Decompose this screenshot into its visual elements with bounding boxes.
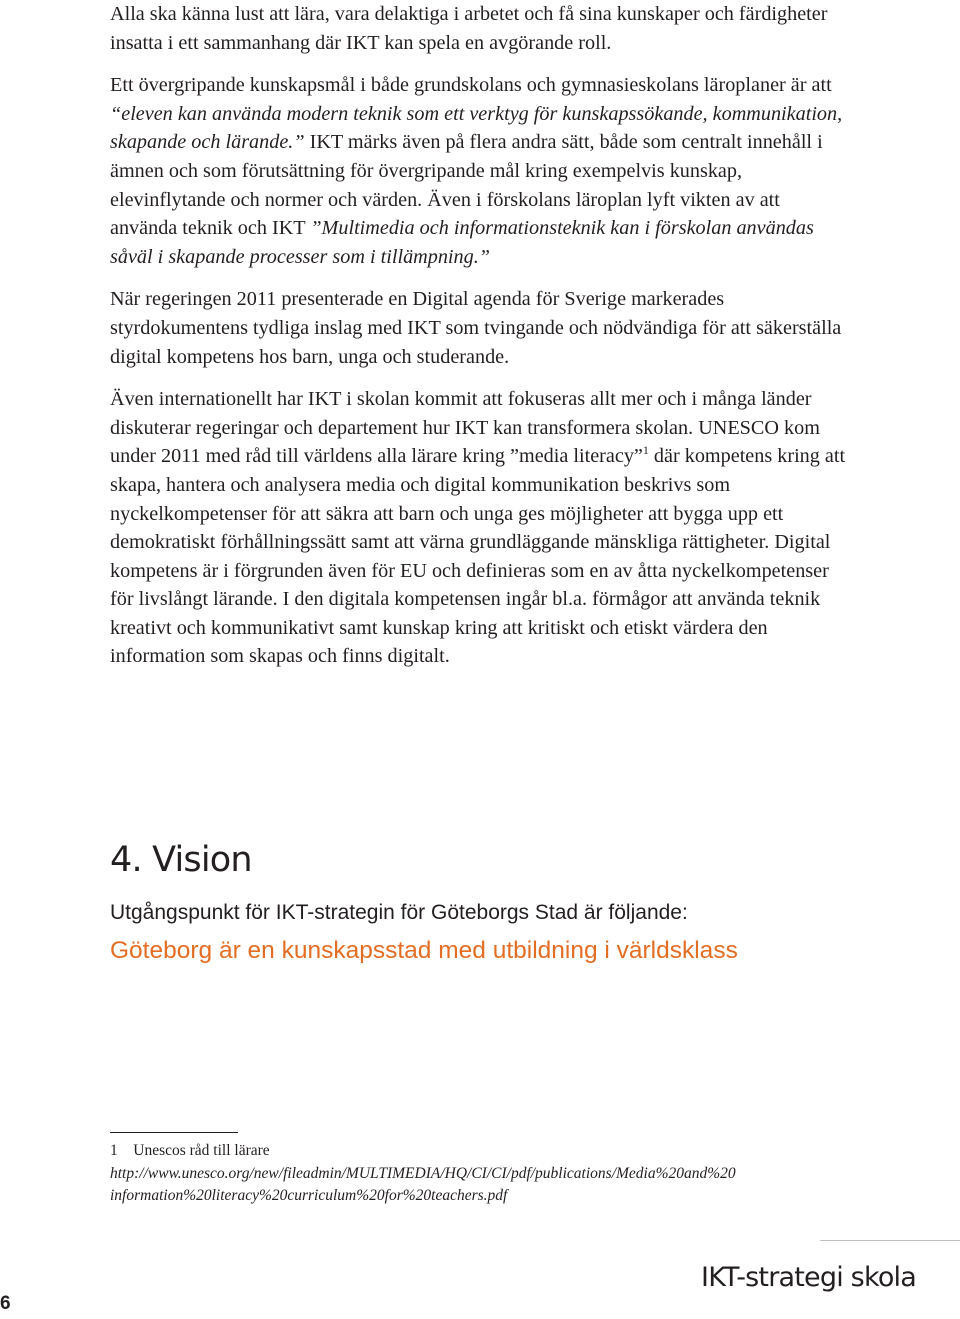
footnote-divider	[110, 1132, 238, 1133]
curriculum-quote: “eleven kan använda modern teknik som ett verktyg för kunskapssökande, kommunikation, skapande och lärande.”	[110, 102, 843, 154]
footnote-number: 1	[110, 1142, 118, 1159]
paragraph-international-text-2: där kompetens kring att skapa, hantera och analysera media och digital kommunikation beskrivs som nyckelkompetenser för att säkra att barn och unga ges möjligheter att bygga upp ett demokratiskt förhållningssätt samt att värna grundläggande mänskliga rättigheter. Digital kompetens är i förgrunden även för EU och definieras som en av åtta nyckelkompetenser för livslångt lärande. I den digitala kompetensen ingår bl.a. förmågor att använda teknik kreativt och kommunikativt samt kunskap kring att kritiskt och etiskt värdera den information som skapas och finns digitalt.	[110, 445, 846, 668]
section-heading: 4. Vision	[110, 840, 252, 880]
preschool-curriculum-quote: ”Multimedia och informationsteknik kan i förskolan användas såväl i skapande processer som i tillämpning.”	[110, 217, 814, 268]
footer-title: IKT-strategi skola	[701, 1262, 916, 1293]
vision-statement: Göteborg är en kunskapsstad med utbildning i världsklass	[110, 937, 738, 964]
footnote-url-part-1[interactable]: http://www.unesco.org/new/fileadmin/MULTIMEDIA/HQ/CI/CI/pdf/publications/Media%20and%20	[110, 1164, 736, 1182]
footnote-url-part-2[interactable]: information%20literacy%20curriculum%20for%20teachers.pdf	[110, 1187, 508, 1204]
footnote-reference[interactable]: 1	[642, 443, 649, 458]
footnote-title: Unescos råd till lärare	[133, 1142, 270, 1159]
page-number: 6	[0, 1293, 11, 1314]
paragraph-curriculum-text-1: Ett övergripande kunskapsmål i både grundskolans och gymnasieskolans läroplaner är att	[110, 74, 832, 97]
footnote-url-line-1[interactable]	[110, 1163, 870, 1186]
paragraph-international-text-1: Även internationellt har IKT i skolan kommit att fokuseras allt mer och i många länder diskuterar regeringar och departement hur IKT kan transformera skolan. UNESCO kom under 2011 med råd till världens alla lärare kring ”media literacy”	[110, 388, 820, 468]
footnote-title-line	[110, 1140, 870, 1163]
paragraph-digital-agenda: När regeringen 2011 presenterade en Digital agenda för Sverige markerades styrdokumentens tydliga inslag med IKT som tvingande och nödvändiga för att säkerställa digital kompetens hos barn, unga och studerande.	[110, 288, 842, 368]
paragraph-international	[110, 385, 850, 671]
paragraph-curriculum	[110, 71, 850, 271]
main-text	[110, 0, 850, 685]
section-intro: Utgångspunkt för IKT-strategin för Göteborgs Stad är följande:	[110, 901, 688, 924]
footnote-url-line-2[interactable]	[110, 1185, 870, 1208]
footer-divider	[820, 1240, 960, 1241]
paragraph-intro: Alla ska känna lust att lära, vara delaktiga i arbetet och få sina kunskaper och färdigheter insatta i ett sammanhang där IKT kan spela en avgörande roll.	[110, 3, 828, 54]
footnote-block	[110, 1140, 870, 1208]
paragraph-curriculum-text-2: IKT märks även på flera andra sätt, både som centralt innehåll i ämnen och som förutsättning för övergripande mål kring exempelvis kunskap, elevinflytande och normer och värden. Även i förskolans läroplan lyft vikten av att använda teknik och IKT	[110, 131, 823, 240]
